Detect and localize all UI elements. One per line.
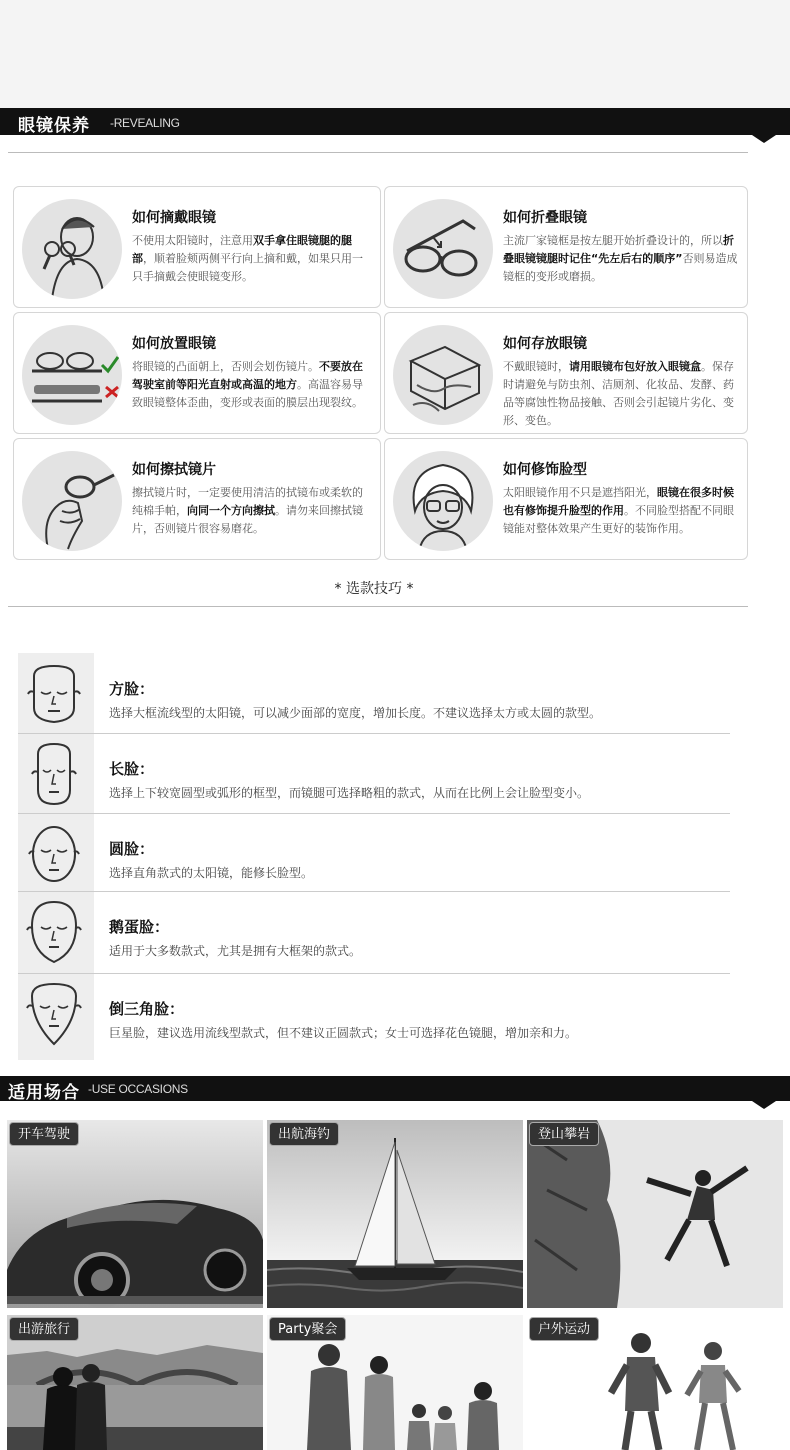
face-tip-title: 倒三角脸： [109, 1000, 185, 1018]
occasion-label: 户外运动 [529, 1317, 599, 1341]
occasion-tile-sailing [267, 1120, 523, 1308]
face-tip-title: 长脸： [109, 760, 155, 778]
care-card-title: 如何修饰脸型 [503, 462, 587, 478]
care-card-face-shape [384, 438, 748, 560]
occasion-label: 出游旅行 [9, 1317, 79, 1341]
header-notch [752, 135, 776, 143]
occasion-tile-outdoor-sports [527, 1315, 783, 1450]
occasion-tile-party [267, 1315, 523, 1450]
care-card-folding [384, 186, 748, 308]
care-card-wearing [13, 186, 381, 308]
glasses-case-icon [393, 325, 493, 425]
occasion-label: 开车驾驶 [9, 1122, 79, 1146]
divider [8, 152, 748, 153]
square-face-icon [24, 662, 84, 726]
occasions-section-subtitle: -USE OCCASIONS [88, 1082, 188, 1096]
sports-car-photo [7, 1120, 263, 1308]
care-card-text: 将眼镜的凸面朝上，否则会划伤镜片。不要放在驾驶室前等阳光直射或高温的地方。高温容易导致眼镜整体歪曲，变形或表面的膜层出现裂纹。 [132, 360, 363, 409]
oval-face-icon [24, 900, 84, 964]
hand-cleaning-lens-icon [22, 451, 122, 551]
care-card-cleaning [13, 438, 381, 560]
divider [8, 606, 748, 607]
care-card-placing [13, 312, 381, 434]
face-tip-square [18, 654, 730, 734]
face-tip-long [18, 734, 730, 814]
occasion-tile-driving [7, 1120, 263, 1308]
care-card-storing [384, 312, 748, 434]
occasion-label: 登山攀岩 [529, 1122, 599, 1146]
round-face-icon [24, 822, 84, 886]
face-tip-oval [18, 892, 730, 974]
face-tip-text: 选择直角款式的太阳镜，能修长脸型。 [109, 866, 314, 880]
glasses-placement-icon [22, 325, 122, 425]
occasions-section-header [0, 1076, 790, 1101]
face-tip-title: 鹅蛋脸： [109, 918, 170, 936]
person-removing-glasses-icon [22, 199, 122, 299]
occasion-tile-climbing [527, 1120, 783, 1308]
care-card-text: 不戴眼镜时，请用眼镜布包好放入眼镜盒。保存时请避免与防虫剂、洁厕剂、化妆品、发酵、药品等腐蚀性物品接触、否则会引起镜片劣化、变形、变色。 [503, 360, 734, 427]
long-face-icon [24, 742, 84, 806]
face-tip-text: 选择大框流线型的太阳镜，可以减少面部的宽度，增加长度。不建议选择太方或太圆的款型。 [109, 706, 602, 720]
face-tip-text: 适用于大多数款式，尤其是拥有大框架的款式。 [109, 944, 362, 958]
care-section-header [0, 108, 790, 135]
top-blank-area [0, 0, 790, 108]
folded-glasses-icon [393, 199, 493, 299]
face-tip-text: 选择上下较宽圆型或弧形的框型，而镜腿可选择略粗的款式，从而在比例上会让脸型变小。 [109, 786, 590, 800]
tips-title: * 选款技巧 * [334, 581, 414, 597]
inverted-triangle-face-icon [24, 982, 84, 1046]
header-notch [752, 1101, 776, 1109]
care-card-text: 不使用太阳镜时，注意用双手拿住眼镜腿的腿部，顺着脸颊两侧平行向上摘和戴，如果只用一只手摘戴会使眼镜变形。 [132, 234, 363, 283]
care-card-text: 太阳眼镜作用不只是遮挡阳光，眼镜在很多时候也有修饰提升脸型的作用。不同脸型搭配不同眼镜能对整体效果产生更好的装饰作用。 [503, 486, 734, 535]
care-section-subtitle: -REVEALING [110, 116, 180, 130]
sailboat-photo [267, 1120, 523, 1308]
face-tip-round [18, 814, 730, 892]
care-section-title: 眼镜保养 [18, 116, 90, 136]
care-card-text: 擦拭镜片时，一定要使用清洁的拭镜布或柔软的纯棉手帕，向同一个方向擦拭。请勿来回擦拭镜片，否则镜片很容易磨花。 [132, 486, 363, 535]
face-tip-title: 圆脸： [109, 840, 155, 858]
occasions-section-title: 适用场合 [8, 1083, 80, 1103]
face-tip-text: 巨星脸，建议选用流线型款式，但不建议正圆款式；女士可选择花色镜腿，增加亲和力。 [109, 1026, 578, 1040]
occasion-label: 出航海钓 [269, 1122, 339, 1146]
care-card-title: 如何擦拭镜片 [132, 462, 216, 478]
care-card-title: 如何摘戴眼镜 [132, 210, 216, 226]
occasion-label: Party聚会 [269, 1317, 346, 1341]
care-card-title: 如何折叠眼镜 [503, 210, 587, 226]
woman-with-glasses-icon [393, 451, 493, 551]
care-card-title: 如何存放眼镜 [503, 336, 587, 352]
occasion-tile-travel [7, 1315, 263, 1450]
face-tip-title: 方脸： [109, 680, 155, 698]
care-card-text: 主流厂家镜框是按左腿开始折叠设计的，所以折叠眼镜镜腿时记住“先左后右的顺序”否则易造成镜框的变形或磨损。 [503, 234, 738, 283]
rock-climber-photo [527, 1120, 783, 1308]
face-tip-inverted-triangle [18, 974, 730, 1060]
care-card-title: 如何放置眼镜 [132, 336, 216, 352]
